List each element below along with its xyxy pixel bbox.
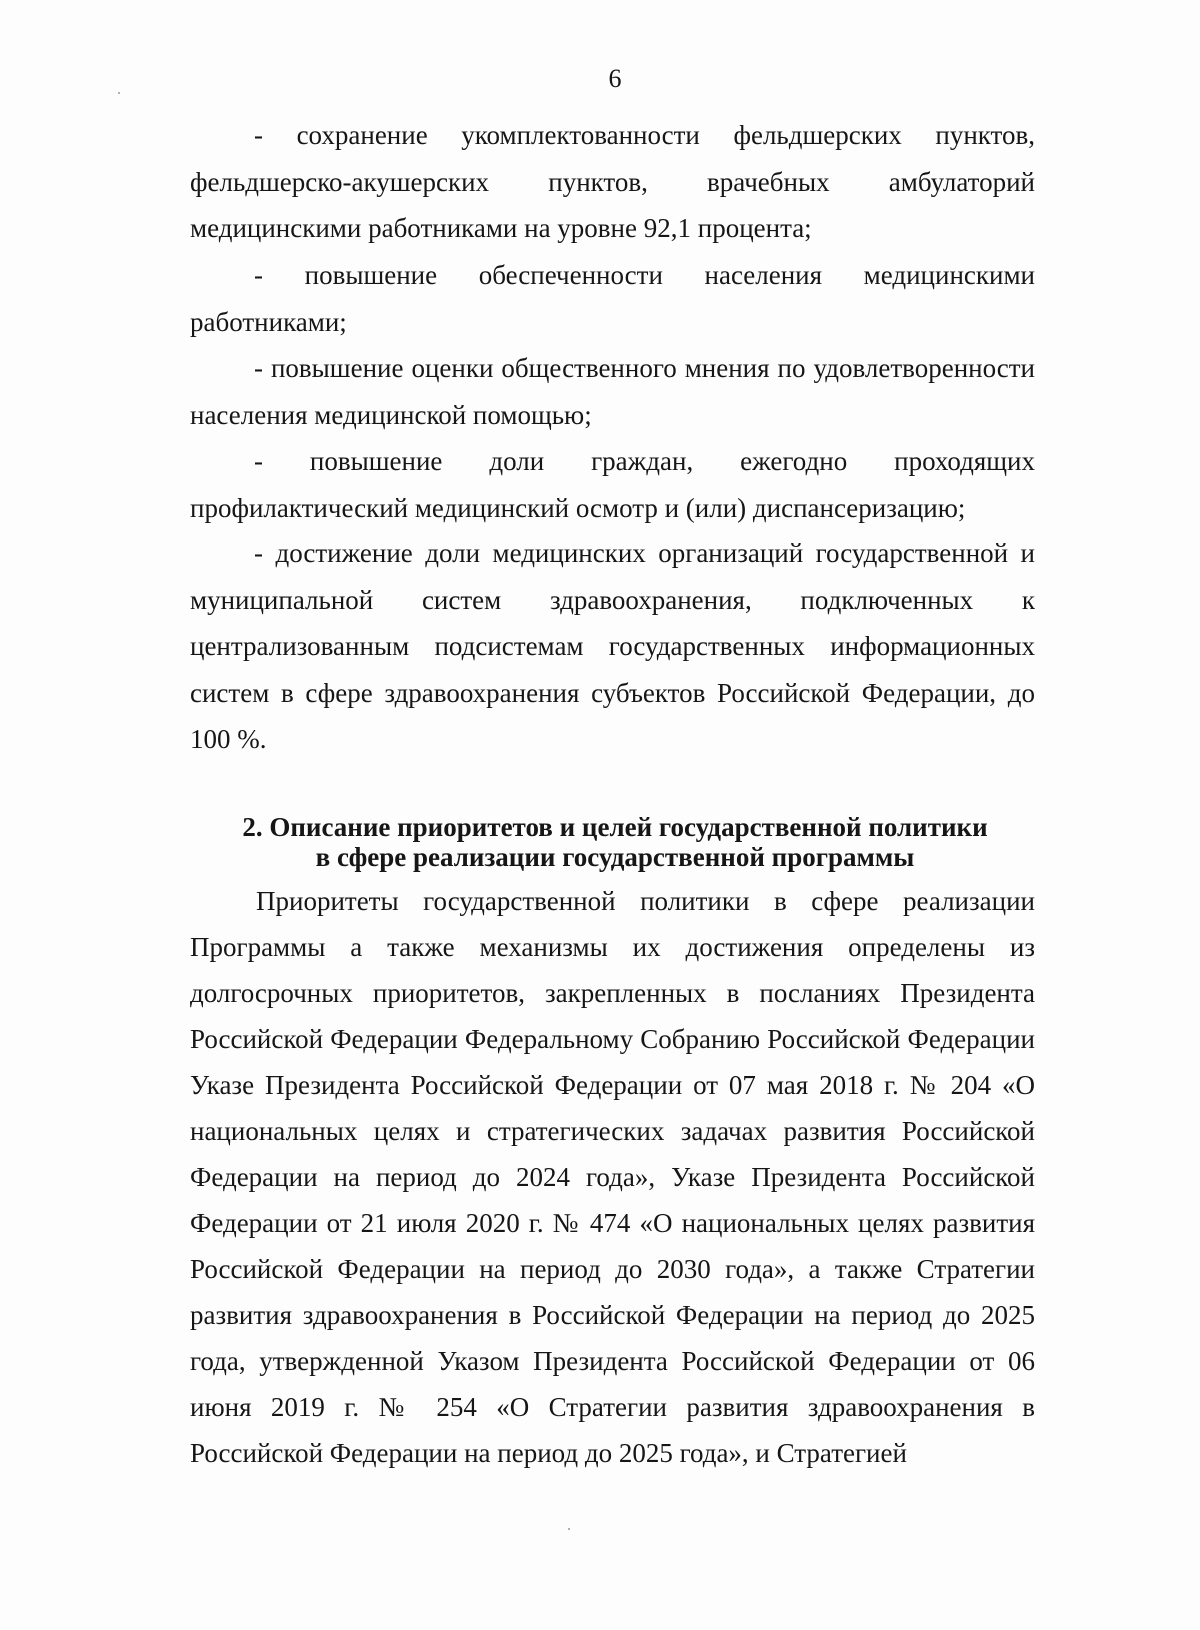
list-item-public-opinion: - повышение оценки общественного мнения по удовлетворенности населения медицинской помощью; xyxy=(190,353,1035,430)
section-heading-line-2: в сфере реализации государственной программы xyxy=(315,842,915,872)
list-item-information-systems: - достижение доли медицинских организаций государственной и муниципальной систем здравоохранения, подключенных к централизованным подсистемам государственных информационных систем в сфере здравоохранения субъектов Российской Федерации, до 100 %. xyxy=(190,538,1035,754)
list-item-medical-checkup: - повышение доли граждан, ежегодно проходящих профилактический медицинский осмотр и (или) диспансеризацию; xyxy=(190,446,1035,523)
scan-speck xyxy=(568,1528,570,1530)
page-number: 6 xyxy=(608,64,622,93)
section-heading-line-1: 2. Описание приоритетов и целей государственной политики xyxy=(242,812,988,842)
list-item-provision: - повышение обеспеченности населения медицинскими работниками; xyxy=(190,260,1035,337)
priorities-paragraph: Приоритеты государственной политики в сфере реализации Программы а также механизмы их достижения определены из долгосрочных приоритетов, закрепленных в посланиях Президента Российской Федерации Федеральному Собранию Российской Федерации Указе Президента Российской Федерации от 07 мая 2018 г. № 204 «О национальных целях и стратегических задачах развития Российской Федерации на период до 2024 года», Указе Президента Российской Федерации от 21 июля 2020 г. № 474 «О национальных целях развития Российской Федерации на период до 2030 года», а также Стратегии развития здравоохранения в Российской Федерации на период до 2025 года, утвержденной Указом Президента Российской Федерации от 06 июня 2019 г. № 254 «О Стратегии развития здравоохранения в Российской Федерации на период до 2025 года», и Стратегией xyxy=(190,886,1035,1468)
section-heading xyxy=(190,812,1040,872)
list-item-staffing: - сохранение укомплектованности фельдшерских пунктов, фельдшерско-акушерских пунктов, врачебных амбулаторий медицинскими работниками на уровне 92,1 процента; xyxy=(190,120,1035,243)
